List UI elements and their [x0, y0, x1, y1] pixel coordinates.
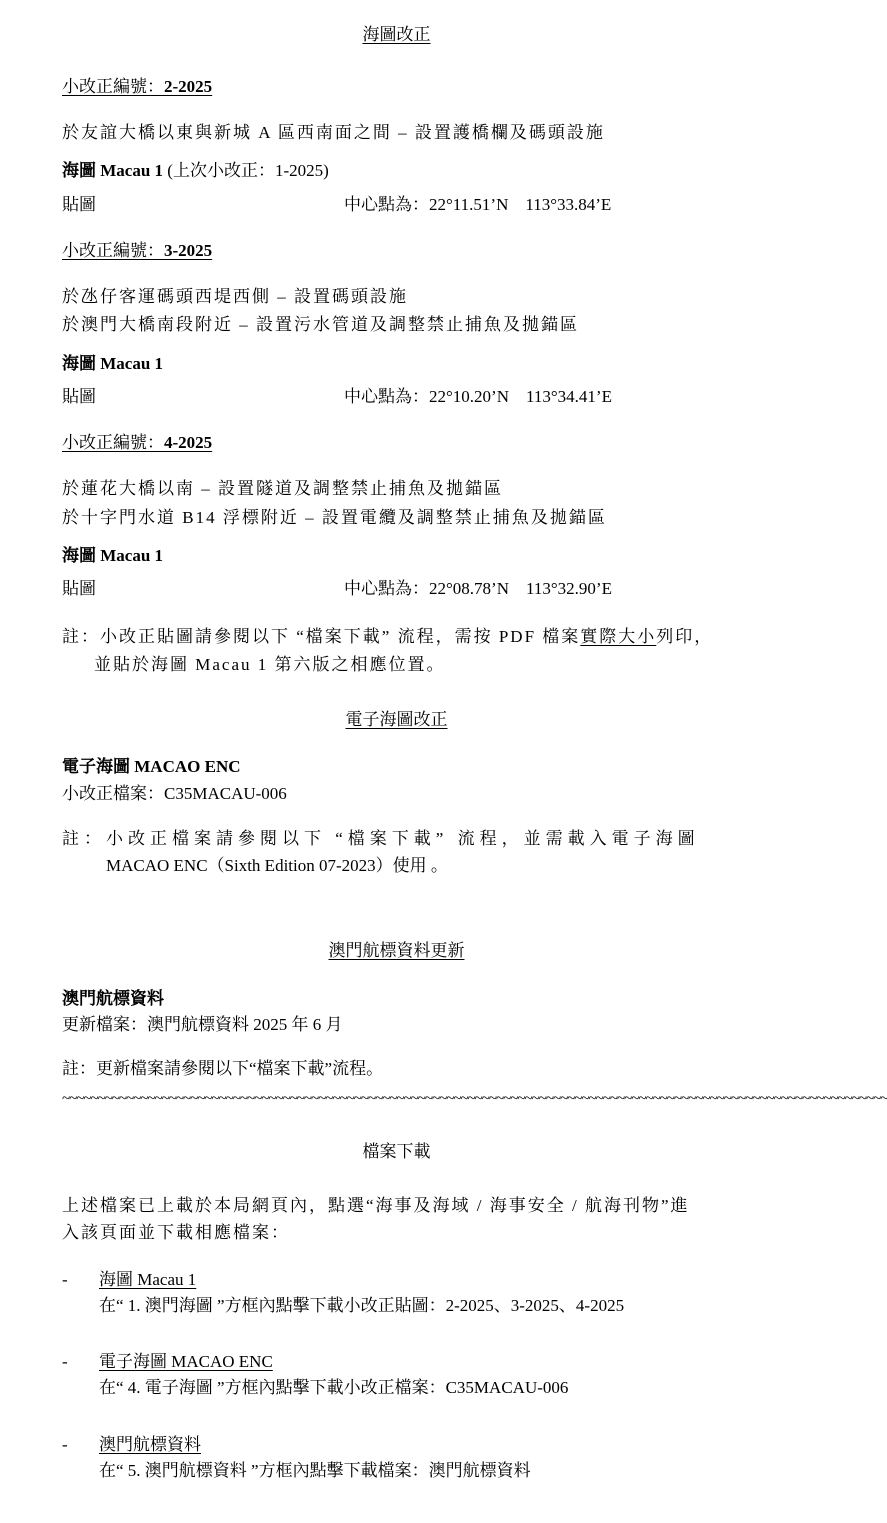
chart-name: Macau 1 — [100, 354, 164, 373]
center-point: 中心點為：22°11.51’N 113°33.84’E — [344, 195, 612, 214]
section-separator: ~~~~~~~~~~~~~~~~~~~~~~~~~~~~~~~~~~~~~~~~~~~~~~~~~~~~~~~~~~~~~~~~~~~~~~~~~~~~~~~~~~~~~~~~~~~~~~~~~~~~~~~~~~~~~~~~~~~~ — [62, 1091, 887, 1107]
download-link-enc[interactable] — [99, 1351, 273, 1373]
chart-reference — [62, 160, 329, 182]
chart-last-correction: (上次小改正：1-2025) — [163, 161, 329, 180]
download-detail-text: 在“ 5. 澳門航標資料 ”方框內點擊下載檔案：澳門航標資料 — [99, 1461, 531, 1480]
download-detail-text: 在“ 1. 澳門海圖 ”方框內點擊下載小改正貼圖： — [99, 1296, 446, 1315]
print-note-text: 註：小改正貼圖請參閱以下 “檔案下載” 流程，需按 PDF 檔案 — [62, 627, 581, 646]
list-bullet: - — [62, 1270, 68, 1289]
print-note-actual-size: 實際大小 — [580, 627, 657, 646]
enc-note-line2: MACAO ENC（Sixth Edition 07-2023）使用 。 — [106, 856, 448, 875]
download-detail — [99, 1295, 624, 1317]
download-detail-files: 2-2025、3-2025、4-2025 — [445, 1296, 625, 1315]
patch-label: 貼圖 — [62, 195, 96, 214]
chart-reference — [62, 353, 163, 375]
chart-corrections-title — [0, 24, 793, 46]
aids-file: 更新檔案：澳門航標資料 2025 年 6 月 — [62, 1015, 343, 1034]
print-note-line2: 並貼於海圖 Macau 1 第六版之相應位置。 — [94, 655, 446, 674]
notice-description: 於氹仔客運碼頭西堤西側 – 設置碼頭設施 — [62, 287, 408, 306]
download-detail — [99, 1460, 531, 1482]
notice-heading — [62, 76, 212, 98]
patch-label: 貼圖 — [62, 579, 96, 598]
download-detail — [99, 1377, 568, 1399]
notice-number-label: 小改正編號： — [62, 241, 164, 260]
print-note-text-end: 列印， — [656, 627, 714, 646]
chart-name: Macau 1 — [100, 161, 164, 180]
download-detail-text: 在“ 4. 電子海圖 ”方框內點擊下載小改正檔案： — [99, 1378, 446, 1397]
enc-corrections-title-text: 電子海圖改正 — [345, 710, 448, 729]
chart-prefix: 海圖 — [62, 354, 96, 373]
center-point: 中心點為：22°08.78’N 113°32.90’E — [344, 579, 612, 598]
notice-heading — [62, 432, 212, 454]
list-bullet: - — [62, 1435, 68, 1454]
aids-note: 註：更新檔案請參閱以下“檔案下載”流程。 — [62, 1059, 384, 1078]
notice-number: 3-2025 — [164, 241, 213, 260]
notice-description: 於澳門大橋南段附近 – 設置污水管道及調整禁止捕魚及拋錨區 — [62, 315, 579, 334]
enc-heading: 電子海圖 MACAO ENC — [62, 757, 241, 776]
patch-label: 貼圖 — [62, 387, 96, 406]
notice-number-label: 小改正編號： — [62, 433, 164, 452]
download-link-text[interactable]: 海圖 Macau 1 — [99, 1270, 197, 1289]
chart-corrections-title-text: 海圖改正 — [362, 25, 431, 44]
enc-file: 小改正檔案：C35MACAU-006 — [62, 784, 287, 803]
notice-number-label: 小改正編號： — [62, 77, 164, 96]
print-note-line1 — [62, 626, 713, 648]
notice-number: 4-2025 — [164, 433, 213, 452]
chart-name: Macau 1 — [100, 546, 164, 565]
aids-update-title — [0, 940, 793, 962]
download-link-macau1[interactable] — [99, 1269, 196, 1291]
download-title: 檔案下載 — [362, 1142, 431, 1161]
notice-description: 於十字門水道 B14 浮標附近 – 設置電纜及調整禁止捕魚及拋錨區 — [62, 508, 607, 527]
list-bullet: - — [62, 1352, 68, 1371]
notice-description: 於蓮花大橋以南 – 設置隧道及調整禁止捕魚及拋錨區 — [62, 479, 503, 498]
enc-note-line1: 註：小改正檔案請參閱以下 “檔案下載” 流程，並需載入電子海圖 — [62, 829, 700, 848]
download-link-text[interactable]: 澳門航標資料 — [99, 1435, 201, 1454]
download-link-aids[interactable] — [99, 1434, 201, 1456]
notice-heading — [62, 240, 212, 262]
chart-reference — [62, 545, 163, 567]
notice-number: 2-2025 — [164, 77, 213, 96]
download-intro-line1: 上述檔案已上載於本局網頁內，點選“海事及海域 / 海事安全 / 航海刊物”進 — [62, 1196, 690, 1215]
center-point: 中心點為：22°10.20’N 113°34.41’E — [344, 387, 612, 406]
aids-update-title-text: 澳門航標資料更新 — [328, 941, 465, 960]
chart-prefix: 海圖 — [62, 546, 96, 565]
download-link-text[interactable]: 電子海圖 MACAO ENC — [99, 1352, 273, 1371]
notice-description: 於友誼大橋以東與新城 A 區西南面之間 – 設置護橋欄及碼頭設施 — [62, 123, 605, 142]
chart-prefix: 海圖 — [62, 161, 96, 180]
download-detail-files: C35MACAU-006 — [445, 1378, 569, 1397]
download-intro-line2: 入該頁面並下載相應檔案： — [62, 1223, 290, 1242]
enc-corrections-title — [0, 709, 793, 731]
aids-heading: 澳門航標資料 — [62, 989, 164, 1008]
